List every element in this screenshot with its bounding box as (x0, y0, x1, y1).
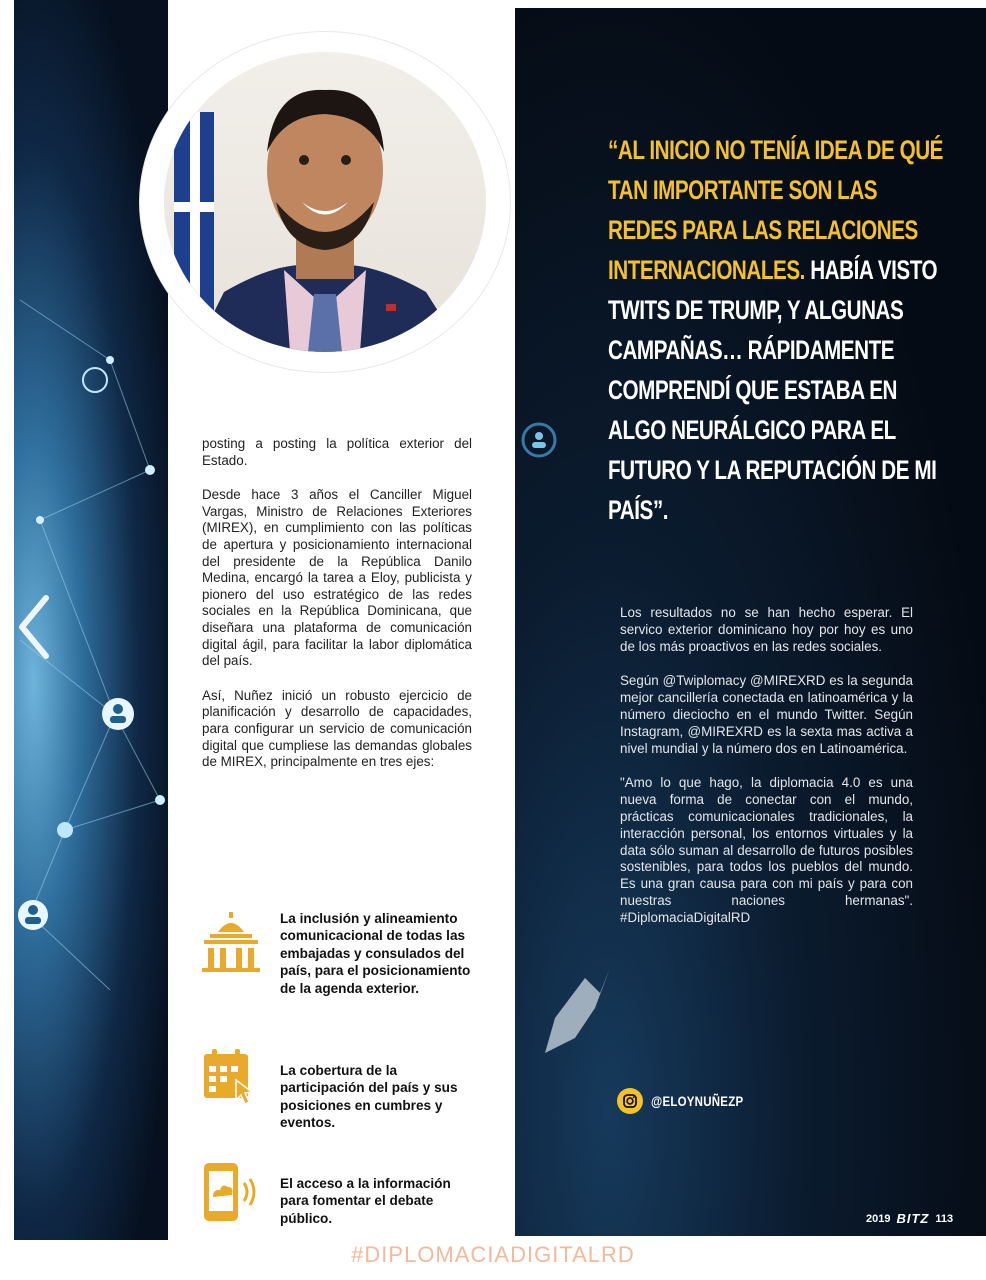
quote-highlight: “AL INICIO NO TENÍA IDEA DE QUÉ TAN IMPORTANTE SON LAS REDES PARA LAS RELACIONES INTERNACIONALES. (608, 135, 943, 285)
page-folio (866, 1211, 953, 1226)
calendar-icon (200, 1046, 262, 1108)
paragraph: Según @Twiplomacy @MIREXRD es la segunda mejor cancillería conectada en latinoamérica y la número dieciocho en el mundo Twitter. Según Instagram, @MIREXRD es la sexta mas activa a nivel mundial y la número dos en Latinoamérica. (620, 673, 913, 756)
magazine-name: BITZ (896, 1211, 930, 1226)
handle-text: @ELOYNUÑEZP (651, 1093, 744, 1109)
building-icon (200, 910, 262, 972)
folio-year: 2019 (866, 1212, 891, 1225)
pull-quote (608, 130, 943, 530)
user-node-icon (83, 368, 107, 392)
paragraph: posting a posting la política exterior del Estado. (202, 436, 472, 468)
page-number: 113 (935, 1212, 954, 1225)
paragraph: Los resultados no se han hecho esperar. El servico exterior dominicano hoy por hoy es uno de los más proactivos en las redes sociales. (620, 605, 913, 654)
chevron-left-icon[interactable] (14, 592, 54, 662)
portrait-photo (164, 52, 486, 352)
paragraph: Desde hace 3 años el Canciller Miguel Vargas, Ministro de Relaciones Exteriores (MIREX), en cumplimiento con las políticas de apertura y posicionamiento internacional del presidente de la República Danilo Medina, encargó la tarea a Eloy, publicista y pionero del uso estratégico de las redes sociales en la República Dominicana, que diseñara una plataforma de comunicación digital ágil, para facilitar la labor diplomática del país. (202, 487, 472, 669)
article-body-right (620, 605, 913, 945)
paragraph: Así, Nuñez inició un robusto ejercicio de planificación y desarrollo de capacidades, para configurar un servicio de comunicación digital que cumpliese las demandas globales de MIREX, principalmente en tres ejes: (202, 687, 472, 770)
hashtag-caption: #DIPLOMACIADIGITALRD (351, 1242, 635, 1267)
pillar-text: La inclusión y alineamiento comunicacional de todas las embajadas y consulados del país, para el posicionamiento de la agenda exterior. (280, 911, 471, 996)
pillar-text: La cobertura de la participación del país y sus posiciones en cumbres y eventos. (280, 1063, 458, 1131)
instagram-handle[interactable] (617, 1088, 764, 1114)
paragraph: "Amo lo que hago, la diplomacia 4.0 es una nueva forma de conectar con el mundo, prácticas comunicacionales tradicionales, la interacción personal, los entornos virtuales y la data sólo suman al desarrollo de futuros posibles sostenibles, para todos los pueblos del mundo. Es una gran causa para con mi país y para con nuestras naciones hermanas". #DiplomaciaDigitalRD (620, 775, 913, 925)
pillar-text: El acceso a la información para fomentar el debate público. (280, 1176, 451, 1226)
left-page-edge (0, 0, 14, 1240)
quote-text: HABÍA VISTO TWITS DE TRUMP, Y ALGUNAS CAMPAÑAS… RÁPIDAMENTE COMPRENDÍ QUE ESTABA EN ALGO NEURÁLGICO PARA EL FUTURO Y LA REPUTACIÓN DE MI PAÍS”. (608, 255, 938, 525)
instagram-icon (617, 1088, 643, 1114)
phone-cloud-icon (200, 1161, 262, 1223)
article-body-left (202, 436, 472, 789)
portrait-frame (140, 32, 510, 372)
